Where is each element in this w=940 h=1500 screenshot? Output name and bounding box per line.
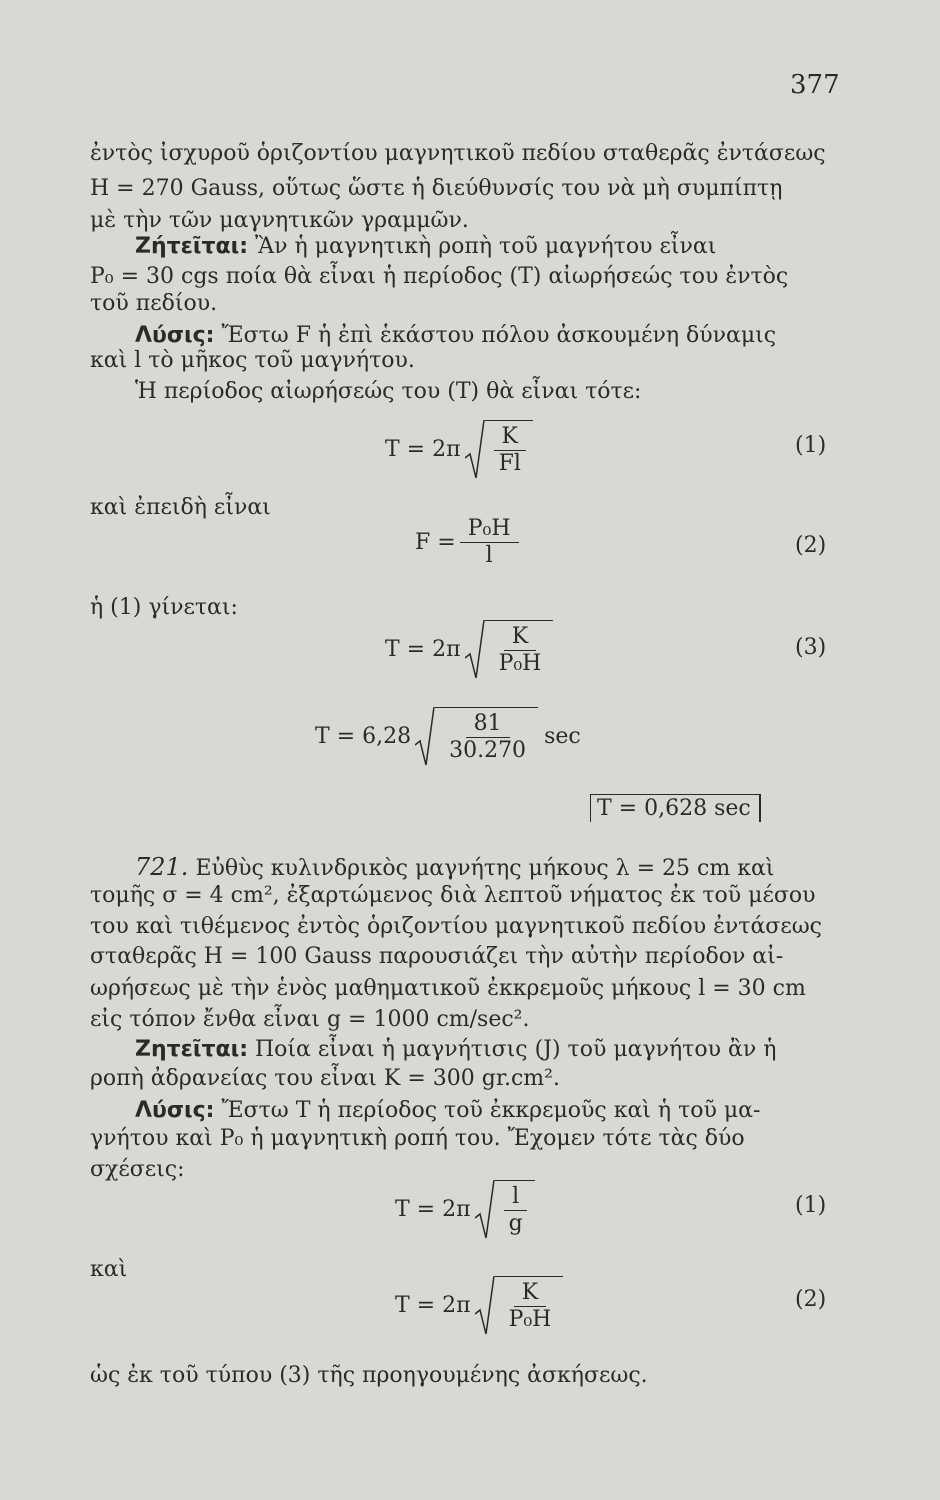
- page-number: 377: [790, 70, 840, 100]
- question-line: [135, 1036, 905, 1064]
- question-line: [135, 233, 905, 261]
- sqrt: [465, 620, 554, 680]
- question-text: Ποία εἶναι ἡ μαγνήτισις (J) τοῦ μαγνήτου ἂν ἡ: [255, 1037, 777, 1062]
- eq-numerator: K: [504, 625, 536, 651]
- eq-denominator: g: [508, 1211, 523, 1236]
- text-line: γνήτου καὶ P₀ ἡ μαγνητικὴ ροπή του. Ἔχομεν τότε τὰς δύο: [90, 1126, 745, 1151]
- eq-denominator: l: [485, 543, 493, 568]
- eq-numerator: K: [494, 425, 526, 451]
- text-line: ἡ (1) γίνεται:: [90, 595, 238, 620]
- eq-lhs: T = 6,28: [315, 724, 412, 749]
- solution-line: [135, 1097, 905, 1125]
- eq-numerator: K: [514, 1281, 546, 1307]
- eq-numerator: l: [504, 1185, 527, 1211]
- eq-lhs: F =: [415, 529, 456, 555]
- question-text: Ἂν ἡ μαγνητικὴ ροπὴ τοῦ μαγνήτου εἶναι: [255, 234, 717, 259]
- boxed-result: T = 0,628 sec: [590, 794, 761, 822]
- equation-3: [385, 620, 553, 680]
- equation-number: (1): [795, 1193, 827, 1218]
- eq-lhs: T = 2π: [395, 1197, 471, 1222]
- solution-line: [135, 322, 905, 350]
- solution-text: Ἔστω T ἡ περίοδος τοῦ ἐκκρεμοῦς καὶ ἡ τοῦ μα-: [221, 1098, 761, 1123]
- eq-lhs: T = 2π: [395, 1293, 471, 1318]
- equation-1: [385, 420, 533, 480]
- problem-number: 721.: [135, 853, 189, 881]
- eq-denominator: Fl: [498, 451, 521, 476]
- problem-721-line: [135, 853, 905, 883]
- eq-unit: sec: [544, 724, 581, 749]
- equation-magnet: [395, 1276, 563, 1336]
- sqrt: [475, 1180, 535, 1240]
- eq-denominator: 30.270: [449, 738, 527, 763]
- text-line: τοῦ πεδίου.: [90, 291, 218, 316]
- text-line: καὶ l τὸ μῆκος τοῦ μαγνήτου.: [90, 348, 415, 373]
- equation-number: (1): [795, 433, 827, 458]
- equation-2: [415, 517, 523, 568]
- text-line: τομῆς σ = 4 cm², ἐξαρτώμενος διὰ λεπτοῦ νήματος ἐκ τοῦ μέσου: [90, 883, 816, 908]
- text-line: ἐντὸς ἰσχυροῦ ὁριζοντίου μαγνητικοῦ πεδίου σταθερᾶς ἐντάσεως: [90, 141, 826, 166]
- eq-numerator: 81: [466, 712, 510, 738]
- problem-text: Εὐθὺς κυλινδρικὸς μαγνήτης μήκους λ = 25 cm καὶ: [195, 856, 775, 881]
- text-line: ωρήσεως μὲ τὴν ἑνὸς μαθηματικοῦ ἐκκρεμοῦς μήκους l = 30 cm: [90, 976, 806, 1001]
- equation-numeric: [315, 707, 581, 767]
- eq-lhs: T = 2π: [385, 437, 461, 462]
- text-line: του καὶ τιθέμενος ἐντὸς ὁριζοντίου μαγνητικοῦ πεδίου ἐντάσεως: [90, 914, 822, 939]
- solution-text: Ἔστω F ἡ ἐπὶ ἑκάστου πόλου ἀσκουμένη δύναμις: [221, 323, 777, 348]
- eq-lhs: T = 2π: [385, 637, 461, 662]
- text-line: H = 270 Gauss, οὕτως ὥστε ἡ διεύθυνσίς του νὰ μὴ συμπίπτῃ: [90, 176, 783, 201]
- sqrt: [415, 707, 538, 767]
- text-line: σχέσεις:: [90, 1157, 185, 1182]
- question-label: Ζητεῖται:: [135, 1037, 248, 1062]
- text-line: μὲ τὴν τῶν μαγνητικῶν γραμμῶν.: [90, 208, 469, 233]
- eq-numerator: P₀H: [460, 517, 519, 543]
- text-line: καὶ ἐπειδὴ εἶναι: [90, 495, 271, 520]
- solution-label: Λύσις:: [135, 1098, 215, 1123]
- text-line: σταθερᾶς H = 100 Gauss παρουσιάζει τὴν αὐτὴν περίοδον αἰ-: [90, 944, 784, 969]
- text-line: P₀ = 30 cgs ποία θὰ εἶναι ἡ περίοδος (T) αἰωρήσεώς του ἐντὸς: [90, 264, 789, 289]
- text-line: ροπὴ ἀδρανείας του εἶναι K = 300 gr.cm².: [90, 1066, 560, 1091]
- sqrt: [465, 420, 533, 480]
- equation-number: (2): [795, 533, 827, 558]
- text-line: εἰς τόπον ἔνθα εἶναι g = 1000 cm/sec².: [90, 1007, 530, 1032]
- solution-label: Λύσις:: [135, 323, 215, 348]
- question-label: Ζήτεῖται:: [135, 234, 248, 259]
- equation-number: (3): [795, 635, 827, 660]
- sqrt: [475, 1276, 564, 1336]
- equation-number: (2): [795, 1287, 827, 1312]
- text-line: Ἡ περίοδος αἰωρήσεώς του (T) θὰ εἶναι τότε:: [135, 379, 642, 404]
- text-line: ὡς ἐκ τοῦ τύπου (3) τῆς προηγουμένης ἀσκήσεως.: [90, 1363, 648, 1388]
- text-line: καὶ: [90, 1257, 128, 1282]
- eq-denominator: P₀H: [498, 651, 542, 676]
- equation-pendulum: [395, 1180, 535, 1240]
- eq-denominator: P₀H: [508, 1307, 552, 1332]
